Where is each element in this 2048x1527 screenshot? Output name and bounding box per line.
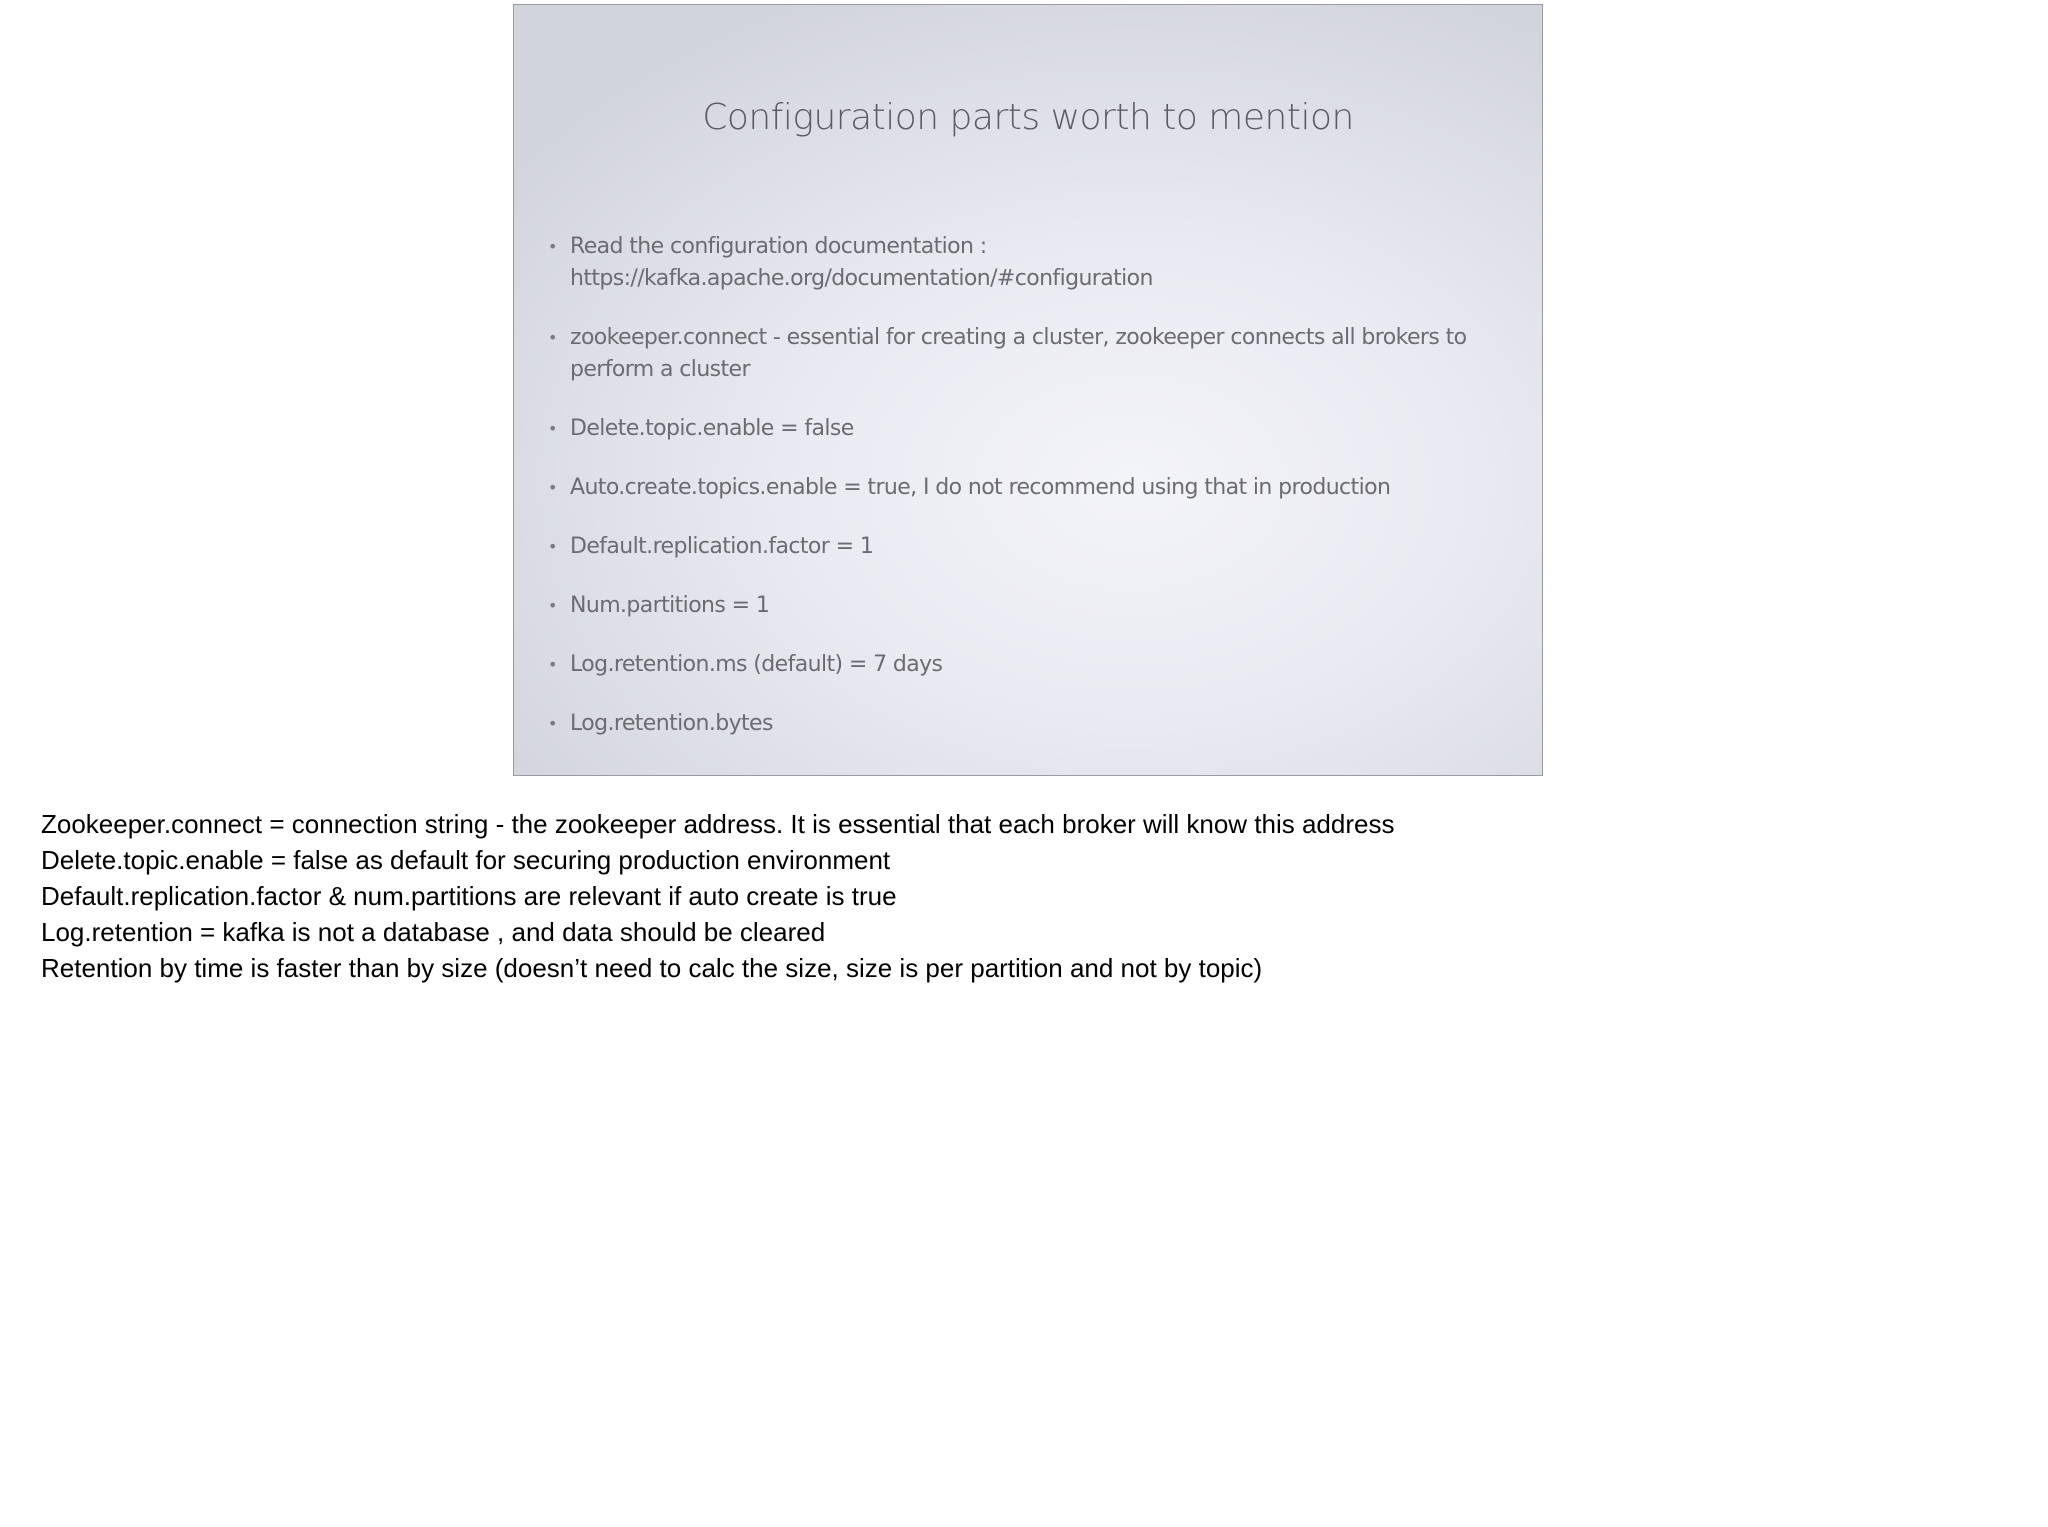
note-line: Zookeeper.connect = connection string - the zookeeper address. It is essential that each broker will know this address	[41, 809, 1395, 839]
bullet-dot-icon: •	[548, 655, 557, 674]
bullet-item	[548, 231, 1528, 295]
bullet-text: Num.partitions = 1	[570, 593, 770, 618]
note-line: Default.replication.factor & num.partitions are relevant if auto create is true	[41, 881, 897, 911]
bullet-text: Delete.topic.enable = false	[570, 416, 854, 441]
bullet-list	[548, 231, 1528, 767]
bullet-item	[548, 649, 1528, 681]
bullet-dot-icon: •	[548, 478, 557, 497]
bullet-text: Auto.create.topics.enable = true, I do not recommend using that in production	[570, 475, 1391, 500]
bullet-dot-icon: •	[548, 237, 557, 256]
bullet-item	[548, 590, 1528, 622]
bullet-text: zookeeper.connect - essential for creating a cluster, zookeeper connects all brokers to perform a cluster	[570, 325, 1467, 382]
note-line: Retention by time is faster than by size (doesn’t need to calc the size, size is per partition and not by topic)	[41, 953, 1263, 983]
bullet-dot-icon: •	[548, 537, 557, 556]
note-line: Log.retention = kafka is not a database , and data should be cleared	[41, 917, 826, 947]
bullet-dot-icon: •	[548, 419, 557, 438]
bullet-item	[548, 531, 1528, 563]
slide	[513, 4, 1543, 776]
bullet-item	[548, 708, 1528, 740]
bullet-text: Log.retention.bytes	[570, 711, 773, 736]
bullet-item	[548, 413, 1528, 445]
bullet-dot-icon: •	[548, 596, 557, 615]
bullet-dot-icon: •	[548, 328, 557, 347]
note-line: Delete.topic.enable = false as default for securing production environment	[41, 845, 891, 875]
bullet-item	[548, 322, 1528, 386]
speaker-notes	[41, 806, 1991, 986]
bullet-text: Default.replication.factor = 1	[570, 534, 874, 559]
slide-title: Configuration parts worth to mention	[702, 97, 1354, 138]
bullet-dot-icon: •	[548, 714, 557, 733]
bullet-item	[548, 472, 1528, 504]
bullet-text: Read the configuration documentation : https://kafka.apache.org/documentation/#configuration	[570, 234, 1153, 291]
bullet-text: Log.retention.ms (default) = 7 days	[570, 652, 943, 677]
